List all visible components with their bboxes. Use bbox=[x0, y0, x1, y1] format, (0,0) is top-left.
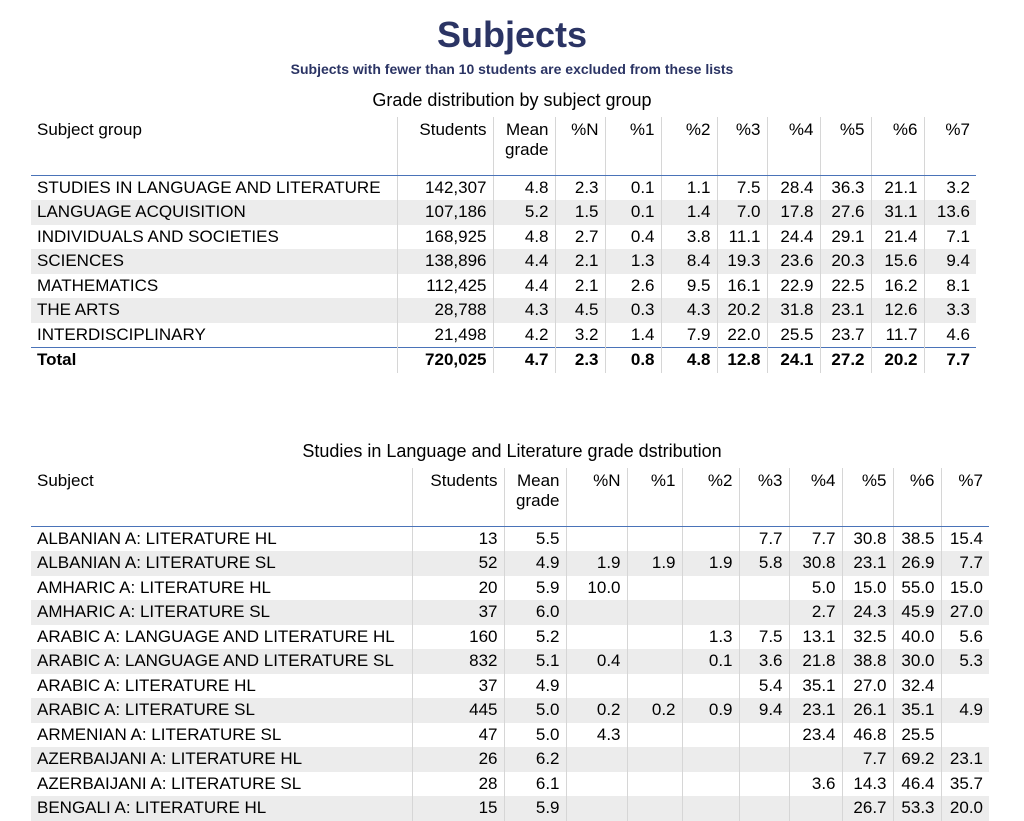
cell-value: 4.6 bbox=[924, 323, 976, 348]
cell-value: 16.2 bbox=[871, 274, 924, 299]
cell-value: 3.6 bbox=[739, 649, 789, 674]
column-header: %1 bbox=[605, 117, 661, 175]
cell-value: 15.0 bbox=[842, 576, 893, 601]
cell-value: 7.9 bbox=[661, 323, 717, 348]
cell-value bbox=[941, 674, 989, 699]
cell-value: 1.3 bbox=[605, 249, 661, 274]
cell-value: 35.7 bbox=[941, 772, 989, 797]
column-header: %1 bbox=[627, 468, 682, 526]
cell-value: 53.3 bbox=[893, 796, 941, 821]
cell-value: 23.1 bbox=[842, 551, 893, 576]
row-label: ARABIC A: LITERATURE SL bbox=[31, 698, 412, 723]
cell-value: 14.3 bbox=[842, 772, 893, 797]
cell-value: 160 bbox=[412, 625, 504, 650]
table-row bbox=[31, 225, 976, 250]
row-label: AMHARIC A: LITERATURE HL bbox=[37, 577, 271, 597]
cell-value: 45.9 bbox=[893, 600, 941, 625]
table-row bbox=[31, 298, 976, 323]
cell-value: 3.6 bbox=[789, 772, 842, 797]
cell-value bbox=[682, 526, 739, 551]
cell-value: 19.3 bbox=[717, 249, 767, 274]
subject-group-table bbox=[31, 117, 976, 373]
row-label: AZERBAIJANI A: LITERATURE SL bbox=[37, 773, 302, 793]
cell-value: 5.0 bbox=[504, 698, 566, 723]
row-label: STUDIES IN LANGUAGE AND LITERATURE bbox=[37, 177, 381, 197]
cell-value bbox=[627, 600, 682, 625]
cell-value: 8.1 bbox=[924, 274, 976, 299]
table-row bbox=[31, 625, 989, 650]
cell-value: 1.1 bbox=[661, 175, 717, 200]
header-row bbox=[31, 117, 976, 175]
cell-value: 47 bbox=[412, 723, 504, 748]
cell-value: 20 bbox=[412, 576, 504, 601]
cell-value: 4.9 bbox=[504, 674, 566, 699]
cell-value: 5.6 bbox=[941, 625, 989, 650]
cell-value: 4.4 bbox=[493, 249, 555, 274]
column-header: %5 bbox=[820, 117, 871, 175]
cell-value: 0.9 bbox=[682, 698, 739, 723]
table-row bbox=[31, 526, 989, 551]
header-row bbox=[31, 468, 989, 526]
total-value: 24.1 bbox=[767, 348, 820, 373]
cell-value: 32.5 bbox=[842, 625, 893, 650]
cell-value: 27.6 bbox=[820, 200, 871, 225]
cell-value: 22.5 bbox=[820, 274, 871, 299]
cell-value: 6.2 bbox=[504, 747, 566, 772]
cell-value: 7.5 bbox=[717, 175, 767, 200]
cell-value: 31.1 bbox=[871, 200, 924, 225]
cell-value bbox=[627, 772, 682, 797]
cell-value: 23.1 bbox=[820, 298, 871, 323]
total-value: 20.2 bbox=[871, 348, 924, 373]
cell-value: 30.8 bbox=[842, 526, 893, 551]
cell-value: 23.6 bbox=[767, 249, 820, 274]
cell-value: 7.0 bbox=[717, 200, 767, 225]
cell-value bbox=[627, 796, 682, 821]
cell-value bbox=[566, 625, 627, 650]
column-header: %N bbox=[555, 117, 605, 175]
literature-subject-table bbox=[31, 468, 989, 821]
column-header: %6 bbox=[893, 468, 941, 526]
cell-value: 4.9 bbox=[504, 551, 566, 576]
cell-value: 30.8 bbox=[789, 551, 842, 576]
total-value: 0.8 bbox=[605, 348, 661, 373]
cell-value: 37 bbox=[412, 600, 504, 625]
cell-value: 0.1 bbox=[682, 649, 739, 674]
cell-value bbox=[566, 600, 627, 625]
cell-value: 30.0 bbox=[893, 649, 941, 674]
cell-value: 5.0 bbox=[504, 723, 566, 748]
cell-value: 832 bbox=[412, 649, 504, 674]
cell-value: 5.0 bbox=[789, 576, 842, 601]
row-label: SCIENCES bbox=[31, 249, 397, 274]
cell-value: 168,925 bbox=[397, 225, 493, 250]
cell-value: 20.0 bbox=[941, 796, 989, 821]
cell-value: 5.4 bbox=[739, 674, 789, 699]
total-value: 720,025 bbox=[397, 348, 493, 373]
total-value: 27.2 bbox=[820, 348, 871, 373]
total-value: 12.8 bbox=[717, 348, 767, 373]
cell-value: 9.4 bbox=[739, 698, 789, 723]
group-table-caption: Grade distribution by subject group bbox=[372, 90, 652, 110]
row-label: ALBANIAN A: LITERATURE SL bbox=[31, 551, 412, 576]
cell-value: 23.1 bbox=[941, 747, 989, 772]
cell-value bbox=[627, 576, 682, 601]
cell-value: 22.9 bbox=[767, 274, 820, 299]
cell-value: 15.6 bbox=[871, 249, 924, 274]
table-row bbox=[31, 698, 989, 723]
cell-value bbox=[739, 772, 789, 797]
cell-value: 6.0 bbox=[504, 600, 566, 625]
cell-value: 11.7 bbox=[871, 323, 924, 348]
row-label: ALBANIAN A: LITERATURE HL bbox=[37, 528, 277, 548]
cell-value: 31.8 bbox=[767, 298, 820, 323]
cell-value: 0.4 bbox=[566, 649, 627, 674]
cell-value: 142,307 bbox=[397, 175, 493, 200]
cell-value: 445 bbox=[412, 698, 504, 723]
total-value: 4.7 bbox=[493, 348, 555, 373]
cell-value: 6.1 bbox=[504, 772, 566, 797]
cell-value: 69.2 bbox=[893, 747, 941, 772]
cell-value: 21.1 bbox=[871, 175, 924, 200]
cell-value: 1.9 bbox=[682, 551, 739, 576]
total-value: 7.7 bbox=[924, 348, 976, 373]
cell-value: 4.3 bbox=[661, 298, 717, 323]
cell-value: 26.9 bbox=[893, 551, 941, 576]
cell-value: 7.7 bbox=[789, 526, 842, 551]
column-header: %5 bbox=[842, 468, 893, 526]
row-label: AZERBAIJANI A: LITERATURE HL bbox=[31, 747, 412, 772]
cell-value: 17.8 bbox=[767, 200, 820, 225]
cell-value: 112,425 bbox=[397, 274, 493, 299]
cell-value: 46.4 bbox=[893, 772, 941, 797]
cell-value: 24.3 bbox=[842, 600, 893, 625]
cell-value: 8.4 bbox=[661, 249, 717, 274]
cell-value bbox=[627, 723, 682, 748]
row-label: ARMENIAN A: LITERATURE SL bbox=[37, 724, 282, 744]
cell-value: 26 bbox=[412, 747, 504, 772]
cell-value: 21,498 bbox=[397, 323, 493, 348]
column-header: %7 bbox=[924, 117, 976, 175]
table-row bbox=[31, 175, 976, 200]
cell-value: 28 bbox=[412, 772, 504, 797]
cell-value: 9.4 bbox=[924, 249, 976, 274]
table-row bbox=[31, 576, 989, 601]
cell-value: 32.4 bbox=[893, 674, 941, 699]
cell-value bbox=[682, 576, 739, 601]
cell-value: 2.1 bbox=[555, 249, 605, 274]
cell-value: 20.2 bbox=[717, 298, 767, 323]
cell-value: 26.1 bbox=[842, 698, 893, 723]
column-header: %4 bbox=[767, 117, 820, 175]
cell-value: 35.1 bbox=[893, 698, 941, 723]
total-value: 4.8 bbox=[661, 348, 717, 373]
cell-value bbox=[566, 796, 627, 821]
column-header: %2 bbox=[682, 468, 739, 526]
cell-value: 2.3 bbox=[555, 175, 605, 200]
row-label: AMHARIC A: LITERATURE SL bbox=[31, 600, 412, 625]
exclusion-note: Subjects with fewer than 10 students are excluded from these lists bbox=[290, 61, 734, 77]
cell-value: 1.9 bbox=[627, 551, 682, 576]
table-row bbox=[31, 674, 989, 699]
cell-value: 25.5 bbox=[767, 323, 820, 348]
cell-value bbox=[627, 747, 682, 772]
cell-value: 7.5 bbox=[739, 625, 789, 650]
cell-value: 1.4 bbox=[661, 200, 717, 225]
cell-value: 36.3 bbox=[820, 175, 871, 200]
total-label: Total bbox=[31, 348, 397, 373]
table-row bbox=[31, 600, 989, 625]
row-label: THE ARTS bbox=[31, 298, 397, 323]
row-label: BENGALI A: LITERATURE HL bbox=[31, 796, 412, 821]
row-label: LANGUAGE ACQUISITION bbox=[31, 200, 397, 225]
cell-value: 21.4 bbox=[871, 225, 924, 250]
cell-value bbox=[566, 772, 627, 797]
page-title: Subjects bbox=[436, 14, 588, 55]
column-header: %2 bbox=[661, 117, 717, 175]
cell-value: 52 bbox=[412, 551, 504, 576]
column-header: Students bbox=[397, 117, 493, 175]
cell-value: 9.5 bbox=[661, 274, 717, 299]
cell-value: 22.0 bbox=[717, 323, 767, 348]
cell-value: 2.6 bbox=[605, 274, 661, 299]
cell-value: 23.1 bbox=[789, 698, 842, 723]
cell-value: 16.1 bbox=[717, 274, 767, 299]
cell-value: 28.4 bbox=[767, 175, 820, 200]
table-row bbox=[31, 274, 976, 299]
cell-value bbox=[789, 796, 842, 821]
cell-value: 4.9 bbox=[941, 698, 989, 723]
cell-value: 13.6 bbox=[924, 200, 976, 225]
cell-value: 5.2 bbox=[493, 200, 555, 225]
cell-value: 40.0 bbox=[893, 625, 941, 650]
cell-value bbox=[627, 625, 682, 650]
cell-value: 37 bbox=[412, 674, 504, 699]
cell-value: 7.7 bbox=[842, 747, 893, 772]
cell-value: 55.0 bbox=[893, 576, 941, 601]
cell-value: 4.4 bbox=[493, 274, 555, 299]
cell-value: 0.4 bbox=[605, 225, 661, 250]
cell-value: 0.1 bbox=[605, 175, 661, 200]
cell-value: 2.7 bbox=[789, 600, 842, 625]
cell-value: 3.8 bbox=[661, 225, 717, 250]
table-row bbox=[31, 796, 989, 821]
cell-value: 138,896 bbox=[397, 249, 493, 274]
row-label: ARABIC A: LITERATURE HL bbox=[37, 675, 256, 695]
cell-value: 3.2 bbox=[555, 323, 605, 348]
literature-table-caption: Studies in Language and Literature grade dstribution bbox=[302, 441, 722, 461]
cell-value: 3.2 bbox=[924, 175, 976, 200]
cell-value: 4.2 bbox=[493, 323, 555, 348]
cell-value bbox=[682, 747, 739, 772]
column-header: %7 bbox=[941, 468, 989, 526]
cell-value bbox=[566, 674, 627, 699]
cell-value bbox=[627, 674, 682, 699]
cell-value bbox=[627, 526, 682, 551]
cell-value: 10.0 bbox=[566, 576, 627, 601]
table-row bbox=[31, 551, 989, 576]
cell-value: 5.3 bbox=[941, 649, 989, 674]
cell-value: 5.1 bbox=[504, 649, 566, 674]
column-header: Students bbox=[412, 468, 504, 526]
cell-value: 25.5 bbox=[893, 723, 941, 748]
cell-value: 15 bbox=[412, 796, 504, 821]
cell-value bbox=[739, 576, 789, 601]
cell-value: 5.9 bbox=[504, 796, 566, 821]
row-label: ARABIC A: LANGUAGE AND LITERATURE SL bbox=[31, 649, 412, 674]
cell-value: 23.4 bbox=[789, 723, 842, 748]
table-row bbox=[31, 772, 989, 797]
cell-value: 38.5 bbox=[893, 526, 941, 551]
cell-value: 1.3 bbox=[682, 625, 739, 650]
cell-value bbox=[682, 674, 739, 699]
table-row bbox=[31, 723, 989, 748]
row-label: INDIVIDUALS AND SOCIETIES bbox=[37, 226, 279, 246]
cell-value: 1.4 bbox=[605, 323, 661, 348]
table-row bbox=[31, 200, 976, 225]
cell-value bbox=[682, 600, 739, 625]
column-header: Subject bbox=[31, 468, 412, 526]
cell-value: 27.0 bbox=[842, 674, 893, 699]
cell-value: 0.2 bbox=[627, 698, 682, 723]
cell-value: 7.7 bbox=[739, 526, 789, 551]
cell-value bbox=[682, 796, 739, 821]
cell-value: 21.8 bbox=[789, 649, 842, 674]
cell-value: 0.1 bbox=[605, 200, 661, 225]
cell-value: 38.8 bbox=[842, 649, 893, 674]
cell-value bbox=[739, 747, 789, 772]
cell-value bbox=[566, 526, 627, 551]
cell-value: 5.2 bbox=[504, 625, 566, 650]
cell-value: 15.0 bbox=[941, 576, 989, 601]
total-value: 2.3 bbox=[555, 348, 605, 373]
cell-value: 2.7 bbox=[555, 225, 605, 250]
cell-value: 13.1 bbox=[789, 625, 842, 650]
cell-value: 20.3 bbox=[820, 249, 871, 274]
cell-value bbox=[566, 747, 627, 772]
cell-value: 12.6 bbox=[871, 298, 924, 323]
cell-value: 5.8 bbox=[739, 551, 789, 576]
cell-value: 5.5 bbox=[504, 526, 566, 551]
cell-value: 24.4 bbox=[767, 225, 820, 250]
column-header: Subject group bbox=[31, 117, 397, 175]
cell-value: 1.9 bbox=[566, 551, 627, 576]
cell-value: 0.3 bbox=[605, 298, 661, 323]
cell-value: 1.5 bbox=[555, 200, 605, 225]
row-label: INTERDISCIPLINARY bbox=[37, 324, 206, 344]
cell-value: 28,788 bbox=[397, 298, 493, 323]
row-label: ARABIC A: LANGUAGE AND LITERATURE HL bbox=[37, 626, 395, 646]
column-header: %6 bbox=[871, 117, 924, 175]
cell-value: 5.9 bbox=[504, 576, 566, 601]
column-header: %3 bbox=[739, 468, 789, 526]
cell-value: 4.5 bbox=[555, 298, 605, 323]
cell-value: 27.0 bbox=[941, 600, 989, 625]
cell-value bbox=[789, 747, 842, 772]
cell-value: 7.1 bbox=[924, 225, 976, 250]
cell-value: 11.1 bbox=[717, 225, 767, 250]
table-row bbox=[31, 747, 989, 772]
cell-value: 29.1 bbox=[820, 225, 871, 250]
row-label: MATHEMATICS bbox=[37, 275, 159, 295]
cell-value bbox=[627, 649, 682, 674]
cell-value: 107,186 bbox=[397, 200, 493, 225]
cell-value: 4.8 bbox=[493, 225, 555, 250]
table-row bbox=[31, 249, 976, 274]
cell-value: 3.3 bbox=[924, 298, 976, 323]
cell-value: 46.8 bbox=[842, 723, 893, 748]
column-header: %N bbox=[566, 468, 627, 526]
cell-value: 35.1 bbox=[789, 674, 842, 699]
column-header: Mean grade bbox=[504, 468, 566, 526]
cell-value: 15.4 bbox=[941, 526, 989, 551]
column-header: Mean grade bbox=[493, 117, 555, 175]
column-header: %4 bbox=[789, 468, 842, 526]
cell-value: 23.7 bbox=[820, 323, 871, 348]
cell-value bbox=[682, 723, 739, 748]
cell-value: 2.1 bbox=[555, 274, 605, 299]
column-header: %3 bbox=[717, 117, 767, 175]
cell-value bbox=[941, 723, 989, 748]
cell-value bbox=[739, 600, 789, 625]
table-row bbox=[31, 649, 989, 674]
table-row bbox=[31, 323, 976, 348]
cell-value: 13 bbox=[412, 526, 504, 551]
cell-value: 7.7 bbox=[941, 551, 989, 576]
cell-value: 4.3 bbox=[566, 723, 627, 748]
cell-value bbox=[682, 772, 739, 797]
cell-value: 4.8 bbox=[493, 175, 555, 200]
cell-value bbox=[739, 723, 789, 748]
total-row bbox=[31, 348, 976, 373]
cell-value: 0.2 bbox=[566, 698, 627, 723]
cell-value bbox=[739, 796, 789, 821]
cell-value: 4.3 bbox=[493, 298, 555, 323]
cell-value: 26.7 bbox=[842, 796, 893, 821]
